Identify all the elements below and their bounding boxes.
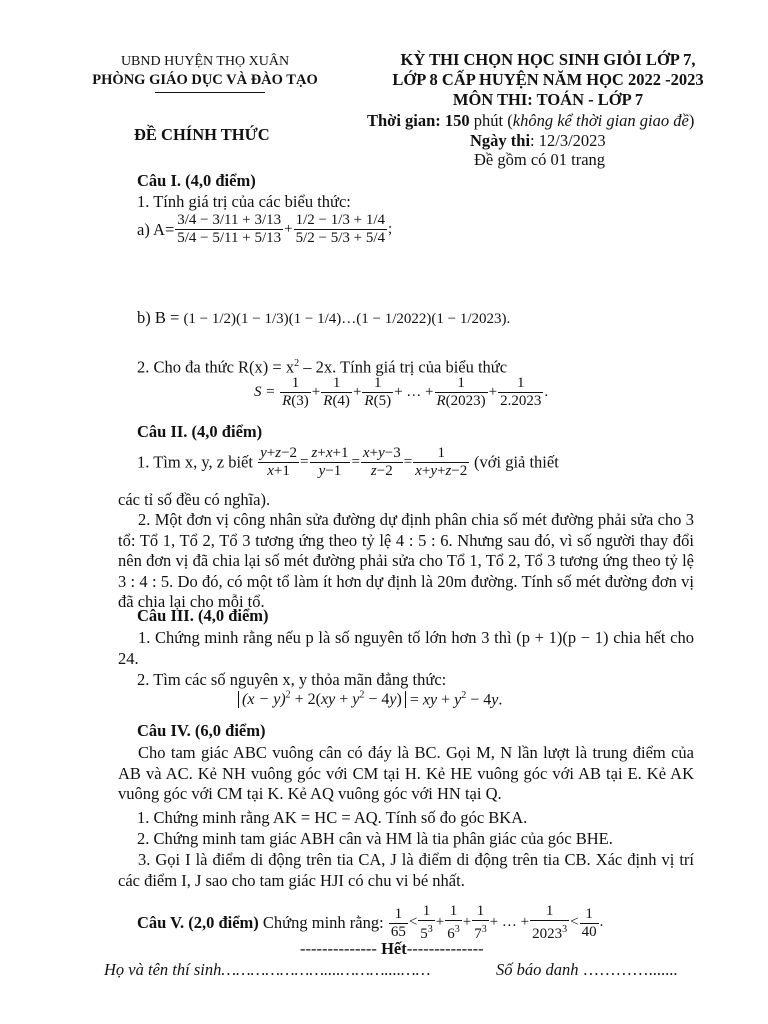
q4-title: Câu IV. (6,0 điểm): [137, 721, 266, 740]
q1-b-product: (1 − 1/2)(1 − 1/3)(1 − 1/4)…(1 − 1/2022)(1 − 1/2023).: [183, 311, 511, 327]
q1-s-label: S =: [254, 384, 276, 400]
frac-a-left: $\frac{3/4 - 3/11 + 3/13}{5/4 - 5/11 + 5/13}$: [177, 212, 282, 246]
date-label: Ngày thi: [470, 131, 531, 150]
exam-date: [470, 131, 606, 151]
sbd-dots: ………….......: [578, 960, 678, 979]
candidate-name-field: Họ và tên thí sinh…………………....………....……: [104, 960, 431, 979]
q1-expr-s: S = $\frac{1}{R(3)}$ + $\frac{1}{R(4)}$ + $\frac{1}{R(5)}$ + … + $\frac{1}{R(2023)}$ + $\frac{1}{2.2023}$ .: [254, 375, 549, 409]
q2-part1-end: (với giả thiết: [474, 452, 559, 472]
q1-expr-a: a) A= $\frac{3/4 - 3/11 + 3/13}{5/4 - 5/11 + 5/13}$ + $\frac{1/2 - 1/3 + 1/4}{5/2 - 5/3 + 5/4}$ ;: [137, 212, 393, 246]
q1-a-label: a) A=: [137, 219, 175, 239]
official-label: ĐỀ CHÍNH THỨC: [134, 125, 270, 144]
q1-part2-text: 2. Cho đa thức $R(x) = x^2 - 2x$. Tính giá trị của biểu thức: [137, 357, 508, 377]
org-line-2: PHÒNG GIÁO DỤC VÀ ĐÀO TẠO: [92, 72, 318, 88]
q4-part3: 3. Gọi I là điểm di động trên tia CA, J là điểm di động trên tia CB. Xác định vị trí các điểm I, J sao cho tam giác HJI có chu vi bé nhất.: [118, 850, 694, 890]
time-label: Thời gian: [367, 111, 436, 130]
q2-part1: 1. Tìm x, y, z biết $\frac{y+z-2}{x+1}$ = $\frac{z+x+1}{y-1}$ = $\frac{x+y-3}{z-2}$ = $\frac{1}{x+y+z-2}$ (với giả thiết: [137, 445, 559, 479]
q5-inequality: $\frac{1}{65}$ < $\frac{1}{5^3}$ + $\frac{1}{6^3}$ + $\frac{1}{7^3}$ + … + $\frac{1}{2023^3}$ < $\frac{1}{40}$ .: [390, 903, 604, 942]
exam-subject: MÔN THI: TOÁN - LỚP 7: [452, 90, 644, 109]
q1-expr-b: [137, 308, 510, 329]
time-note: không kể thời gian giao đề: [512, 111, 689, 130]
page-count: Đề gồm có 01 trang: [474, 150, 606, 169]
frac-a-right: $\frac{1/2 - 1/3 + 1/4}{5/2 - 5/3 + 5/4}$: [295, 212, 386, 246]
q2-part1-start: 1. Tìm x, y, z biết: [137, 452, 253, 472]
q3-equation: $(x - y)^2 + 2(xy + y^2 - 4y)$ = xy + $y^2 - 4y$.: [238, 690, 502, 709]
q4-part2: 2. Chứng minh tam giác ABH cân và HM là tia phân giác của góc BHE.: [137, 829, 613, 848]
q1-part2-start: 2. Cho đa thức R(x) = x: [137, 357, 295, 377]
sbd-label: Số báo danh: [496, 960, 579, 979]
q3-part1: 1. Chứng minh rằng nếu p là số nguyên tố lớn hơn 3 thì (p + 1)(p − 1) chia hết cho 24.: [118, 628, 694, 668]
time-unit: phút (: [469, 111, 513, 130]
q4-intro: Cho tam giác ABC vuông cân có đáy là BC. Gọi M, N lần lượt là trung điểm của AB và AC. Kẻ NH vuông góc với CM tại H. Kẻ HE vuông góc với AB tại E. Kẻ AK vuông góc với CM tại K. Kẻ AQ vuông góc với HN tại Q.: [118, 743, 694, 803]
org-line-1: UBND HUYỆN THỌ XUÂN: [120, 54, 290, 69]
q5-text: Chứng minh rằng:: [258, 913, 384, 932]
q2-part2: 2. Một đơn vị công nhân sửa đường dự định phân chia số mét đường phải sửa cho 3 tổ: Tổ 1, Tổ 2, Tổ 3 tương ứng theo tỷ lệ 4 : 5 : 6. Nhưng sau đó, vì số người thay đổi nên đơn vị đã chia lại số mét đường phải sửa cho Tổ 1, Tổ 2, Tổ 3 tương ứng theo tỷ lệ 3 : 4 : 5. Do đó, có một tổ làm ít hơn dự định là 20m đường. Tính số mét đường đơn vị đã chia lại cho mỗi tổ.: [118, 510, 694, 611]
q1-title: Câu I. (4,0 điểm): [137, 171, 256, 190]
q3-part2: 2. Tìm các số nguyên x, y thỏa mãn đẳng thức:: [137, 670, 447, 689]
end-marker: -------------- Hết--------------: [300, 939, 484, 958]
q1-part1-text: 1. Tính giá trị của các biểu thức:: [137, 192, 351, 211]
q1-part2-end: – 2x. Tính giá trị của biểu thức: [299, 357, 508, 377]
q4-part1: 1. Chứng minh rằng AK = HC = AQ. Tính số đo góc BKA.: [137, 808, 528, 827]
header-divider: [155, 92, 265, 93]
q5: [137, 903, 603, 943]
sbd-line: [496, 960, 678, 980]
exam-title-2: LỚP 8 CẤP HUYỆN NĂM HỌC 2022 -2023: [392, 70, 704, 89]
date-value: : 12/3/2023: [530, 131, 606, 150]
candidate-line: [104, 960, 430, 980]
exam-time: [367, 111, 694, 131]
q3-title: Câu III. (4,0 điểm): [137, 606, 269, 625]
time-value: : 150: [435, 111, 470, 130]
exam-title-1: KỲ THI CHỌN HỌC SINH GIỎI LỚP 7,: [400, 50, 696, 69]
q2-part1-continued: các tỉ số đều có nghĩa).: [118, 490, 271, 509]
q2-title: Câu II. (4,0 điểm): [137, 422, 263, 441]
time-close: ): [688, 111, 695, 130]
q5-title: Câu V. (2,0 điểm): [137, 913, 259, 932]
q1-b-label: b) B =: [137, 308, 180, 327]
